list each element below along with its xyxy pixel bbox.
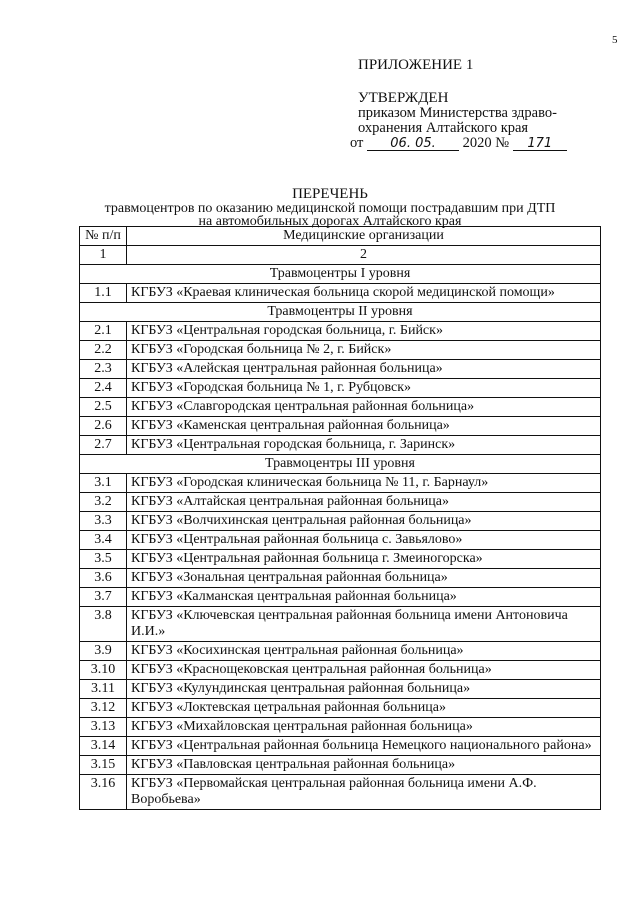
trauma-centers-table [79,226,601,810]
row-number: 3.9 [80,642,127,661]
row-number: 2.6 [80,417,127,436]
col-organizations-header: Медицинские организации [127,227,601,246]
approval-header [350,58,610,151]
table-row [80,493,601,512]
organization-name: КГБУЗ «Калманская центральная районная больница» [127,588,601,607]
handwritten-order-number: 171 [513,137,567,151]
organization-name: КГБУЗ «Ключевская центральная районная больница имени Антоновича И.И.» [127,607,601,642]
row-number: 3.13 [80,718,127,737]
row-number: 3.2 [80,493,127,512]
row-number: 2.1 [80,322,127,341]
organization-name: КГБУЗ «Центральная районная больница г. Змеиногорска» [127,550,601,569]
table-row [80,756,601,775]
table-row [80,531,601,550]
row-number: 3.14 [80,737,127,756]
row-number: 3.6 [80,569,127,588]
year-text: 2020 № [462,135,510,151]
col-number-index: 1 [80,246,127,265]
organization-name: КГБУЗ «Зональная центральная районная больница» [127,569,601,588]
organization-name: КГБУЗ «Косихинская центральная районная больница» [127,642,601,661]
organization-name: КГБУЗ «Локтевская цетральная районная больница» [127,699,601,718]
table-row [80,699,601,718]
group-header-row [80,303,601,322]
row-number: 2.4 [80,379,127,398]
organization-name: КГБУЗ «Волчихинская центральная районная больница» [127,512,601,531]
row-number: 3.5 [80,550,127,569]
table-row [80,718,601,737]
group-title: Травмоцентры I уровня [80,265,601,284]
group-header-row [80,265,601,284]
order-line-2: охранения Алтайского края [358,120,529,136]
table-index-row [80,246,601,265]
table-row [80,737,601,756]
organization-name: КГБУЗ «Краснощековская центральная районная больница» [127,661,601,680]
table-row [80,322,601,341]
table-row [80,417,601,436]
order-date-line [350,136,610,151]
row-number: 2.7 [80,436,127,455]
row-number: 3.15 [80,756,127,775]
page-number: 5 [612,34,618,46]
table-row [80,680,601,699]
group-header-row [80,455,601,474]
handwritten-date: 06. 05. [367,137,459,151]
row-number: 3.16 [80,775,127,810]
row-number: 3.3 [80,512,127,531]
table-row [80,607,601,642]
table-row [80,398,601,417]
organization-name: КГБУЗ «Каменская центральная районная больница» [127,417,601,436]
group-title: Травмоцентры III уровня [80,455,601,474]
table-row [80,360,601,379]
table-row [80,642,601,661]
table-row [80,775,601,810]
organization-name: КГБУЗ «Городская больница № 1, г. Рубцовск» [127,379,601,398]
row-number: 3.8 [80,607,127,642]
organization-name: КГБУЗ «Краевая клиническая больница скорой медицинской помощи» [127,284,601,303]
appendix-label: ПРИЛОЖЕНИЕ 1 [358,57,474,73]
row-number: 2.2 [80,341,127,360]
organization-name: КГБУЗ «Алейская центральная районная больница» [127,360,601,379]
row-number: 3.10 [80,661,127,680]
subtitle-line-1: травмоцентров по оказанию медицинской помощи пострадавшим при ДТП [104,201,556,216]
row-number: 3.1 [80,474,127,493]
table-row [80,569,601,588]
organization-name: КГБУЗ «Павловская центральная районная больница» [127,756,601,775]
table-header-row [80,227,601,246]
organization-name: КГБУЗ «Алтайская центральная районная больница» [127,493,601,512]
document-title-block [60,186,600,228]
table-row [80,474,601,493]
organization-name: КГБУЗ «Михайловская центральная районная больница» [127,718,601,737]
row-number: 3.4 [80,531,127,550]
organization-name: КГБУЗ «Центральная районная больница с. Завьялово» [127,531,601,550]
subtitle-line-2: на автомобильных дорогах Алтайского края [198,214,462,229]
organization-name: КГБУЗ «Городская больница № 2, г. Бийск» [127,341,601,360]
organization-name: КГБУЗ «Славгородская центральная районная больница» [127,398,601,417]
table-row [80,284,601,303]
row-number: 3.7 [80,588,127,607]
col-organizations-index: 2 [127,246,601,265]
col-number-header: № п/п [80,227,127,246]
date-prefix: от [350,135,364,151]
row-number: 1.1 [80,284,127,303]
row-number: 2.5 [80,398,127,417]
organization-name: КГБУЗ «Городская клиническая больница № 11, г. Барнаул» [127,474,601,493]
row-number: 3.11 [80,680,127,699]
table-row [80,341,601,360]
table-row [80,661,601,680]
table-row [80,436,601,455]
table-row [80,550,601,569]
approved-label: УТВЕРЖДЕН [358,90,449,106]
table-row [80,588,601,607]
order-line-1: приказом Министерства здраво- [358,105,557,121]
organization-name: КГБУЗ «Центральная районная больница Немецкого национального района» [127,737,601,756]
row-number: 3.12 [80,699,127,718]
organization-name: КГБУЗ «Кулундинская центральная районная больница» [127,680,601,699]
organization-name: КГБУЗ «Центральная городская больница, г. Бийск» [127,322,601,341]
group-title: Травмоцентры II уровня [80,303,601,322]
table-row [80,379,601,398]
organization-name: КГБУЗ «Первомайская центральная районная больница имени А.Ф. Воробьева» [127,775,601,810]
document-title: ПЕРЕЧЕНЬ [292,186,368,202]
organization-name: КГБУЗ «Центральная городская больница, г. Заринск» [127,436,601,455]
row-number: 2.3 [80,360,127,379]
table-row [80,512,601,531]
